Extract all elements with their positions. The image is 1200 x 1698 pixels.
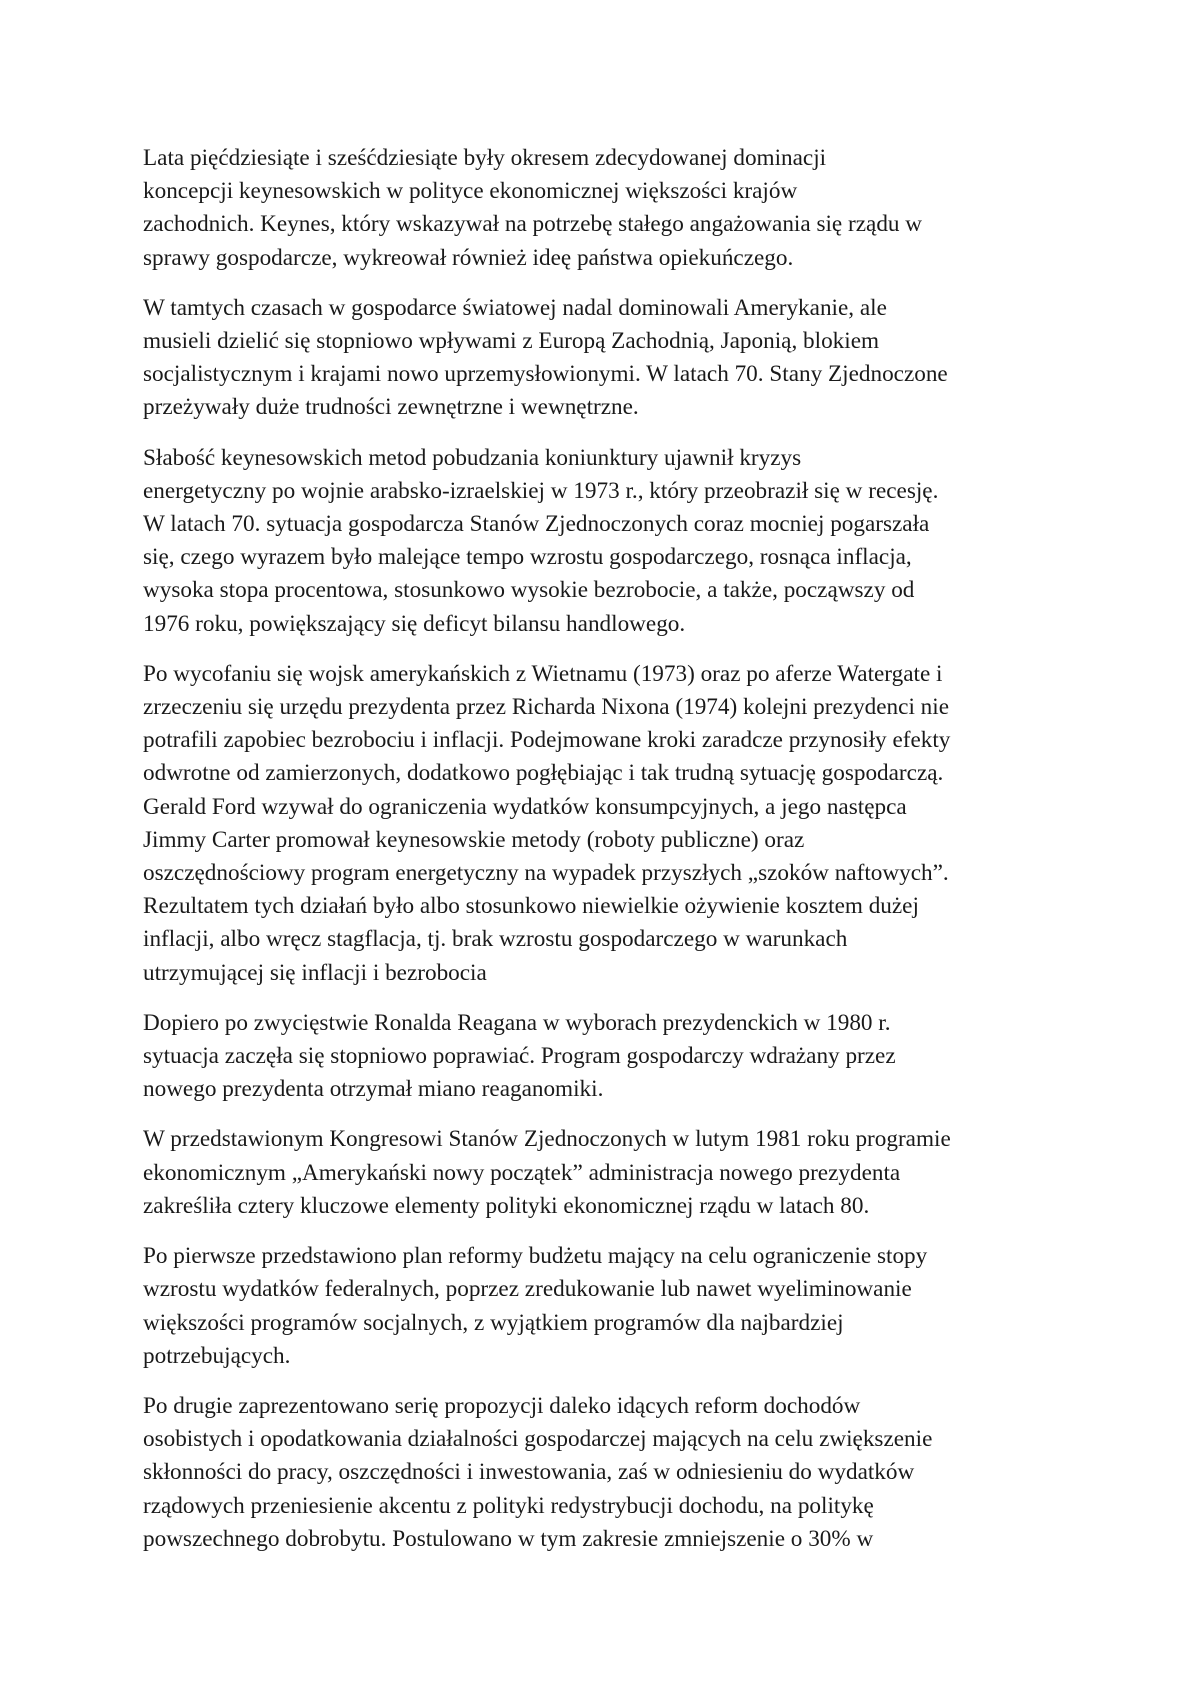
text-line: Gerald Ford wzywał do ograniczenia wydatków konsumpcyjnych, a jego następca <box>143 793 907 820</box>
text-line: W latach 70. sytuacja gospodarcza Stanów Zjednoczonych coraz mocniej pogarszała <box>143 511 930 538</box>
text-line: Rezultatem tych działań było albo stosunkowo niewielkie ożywienie kosztem dużej <box>143 893 919 920</box>
document-body <box>143 142 1088 1573</box>
text-line: osobistych i opodatkowania działalności gospodarczej mających na celu zwiększenie <box>143 1426 933 1453</box>
text-line: Po drugie zaprezentowano serię propozycji daleko idących reform dochodów <box>143 1392 861 1419</box>
text-line: powszechnego dobrobytu. Postulowano w tym zakresie zmniejszenie o 30% w <box>143 1525 874 1552</box>
text-line: nowego prezydenta otrzymał miano reaganomiki. <box>143 1076 604 1103</box>
text-line: sytuacja zaczęła się stopniowo poprawiać. Program gospodarczy wdrażany przez <box>143 1043 896 1070</box>
text-line: Słabość keynesowskich metod pobudzania koniunktury ujawnił kryzys <box>143 444 802 471</box>
text-line: Po wycofaniu się wojsk amerykańskich z Wietnamu (1973) oraz po aferze Watergate i <box>143 660 943 687</box>
paragraph <box>143 1390 1088 1556</box>
paragraph <box>143 1123 1088 1223</box>
text-line: musieli dzielić się stopniowo wpływami z Europą Zachodnią, Japonią, blokiem <box>143 328 880 355</box>
text-line: rządowych przeniesienie akcentu z polityki redystrybucji dochodu, na politykę <box>143 1492 874 1519</box>
paragraph <box>143 1007 1088 1107</box>
paragraph <box>143 442 1088 641</box>
paragraph <box>143 292 1088 425</box>
text-line: W przedstawionym Kongresowi Stanów Zjednoczonych w lutym 1981 roku programie <box>143 1126 951 1153</box>
text-line: odwrotne od zamierzonych, dodatkowo pogłębiając i tak trudną sytuację gospodarczą. <box>143 760 944 787</box>
text-line: W tamtych czasach w gospodarce światowej nadal dominowali Amerykanie, ale <box>143 294 887 321</box>
text-line: potrafili zapobiec bezrobociu i inflacji. Podejmowane kroki zaradcze przynosiły efekty <box>143 727 951 754</box>
text-line: przeżywały duże trudności zewnętrzne i wewnętrzne. <box>143 394 639 421</box>
text-line: Dopiero po zwycięstwie Ronalda Reagana w wyborach prezydenckich w 1980 r. <box>143 1009 891 1036</box>
text-line: energetyczny po wojnie arabsko-izraelskiej w 1973 r., który przeobraził się w recesję. <box>143 477 939 504</box>
text-line: utrzymującej się inflacji i bezrobocia <box>143 959 487 986</box>
text-line: wzrostu wydatków federalnych, poprzez zredukowanie lub nawet wyeliminowanie <box>143 1276 912 1303</box>
text-line: wysoka stopa procentowa, stosunkowo wysokie bezrobocie, a także, począwszy od <box>143 577 915 604</box>
text-line: Jimmy Carter promował keynesowskie metody (roboty publiczne) oraz <box>143 826 805 853</box>
text-line: się, czego wyrazem było malejące tempo wzrostu gospodarczego, rosnąca inflacja, <box>143 544 912 571</box>
paragraph <box>143 142 1088 275</box>
text-line: oszczędnościowy program energetyczny na wypadek przyszłych „szoków naftowych”. <box>143 860 949 887</box>
text-line: sprawy gospodarcze, wykreował również ideę państwa opiekuńczego. <box>143 244 794 271</box>
text-line: skłonności do pracy, oszczędności i inwestowania, zaś w odniesieniu do wydatków <box>143 1459 915 1486</box>
text-line: zachodnich. Keynes, który wskazywał na potrzebę stałego angażowania się rządu w <box>143 211 923 238</box>
paragraph <box>143 658 1088 990</box>
text-line: większości programów socjalnych, z wyjątkiem programów dla najbardziej <box>143 1309 844 1336</box>
paragraph <box>143 1240 1088 1373</box>
text-line: zakreśliła cztery kluczowe elementy polityki ekonomicznej rządu w latach 80. <box>143 1192 870 1219</box>
text-line: socjalistycznym i krajami nowo uprzemysłowionymi. W latach 70. Stany Zjednoczone <box>143 361 948 388</box>
text-line: koncepcji keynesowskich w polityce ekonomicznej większości krajów <box>143 178 798 205</box>
text-line: inflacji, albo wręcz stagflacja, tj. brak wzrostu gospodarczego w warunkach <box>143 926 848 953</box>
text-line: ekonomicznym „Amerykański nowy początek” administracja nowego prezydenta <box>143 1159 901 1186</box>
text-line: zrzeczeniu się urzędu prezydenta przez Richarda Nixona (1974) kolejni prezydenci nie <box>143 694 950 721</box>
text-line: Po pierwsze przedstawiono plan reformy budżetu mający na celu ograniczenie stopy <box>143 1243 928 1270</box>
text-line: Lata pięćdziesiąte i sześćdziesiąte były okresem zdecydowanej dominacji <box>143 145 827 171</box>
text-line: potrzebujących. <box>143 1342 291 1369</box>
text-line: 1976 roku, powiększający się deficyt bilansu handlowego. <box>143 610 686 637</box>
